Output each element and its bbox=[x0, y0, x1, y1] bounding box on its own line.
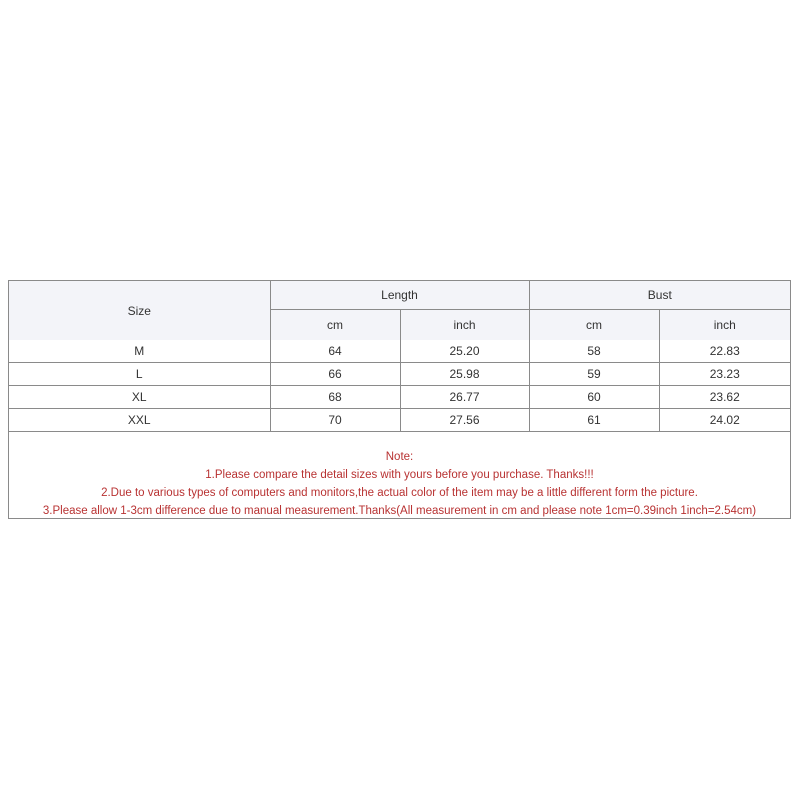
note-line-1: 1.Please compare the detail sizes with yours before you purchase. Thanks!!! bbox=[205, 469, 594, 481]
bust-cm-cell: 61 bbox=[529, 409, 659, 432]
bust-cm-cell: 59 bbox=[529, 363, 659, 386]
bust-header: Bust bbox=[529, 281, 790, 310]
table-row bbox=[9, 340, 790, 363]
bust-inch-cell: 22.83 bbox=[709, 344, 740, 358]
bust-inch-cell: 23.62 bbox=[659, 386, 790, 409]
length-cm-header: cm bbox=[270, 310, 400, 341]
size-cell: XL bbox=[9, 386, 270, 409]
length-cm-cell: 64 bbox=[270, 340, 400, 363]
bust-cm-header: cm bbox=[529, 310, 659, 341]
length-inch-cell: 26.77 bbox=[400, 386, 529, 409]
note-block bbox=[9, 448, 790, 520]
size-cell: L bbox=[9, 363, 270, 386]
length-inch-cell: 25.98 bbox=[400, 363, 529, 386]
bust-inch-cell: 24.02 bbox=[659, 409, 790, 432]
size-cell: XXL bbox=[9, 409, 270, 432]
length-inch-cell: 25.20 bbox=[400, 340, 529, 363]
bust-cm-cell: 58 bbox=[529, 340, 659, 363]
length-cm-cell: 68 bbox=[270, 386, 400, 409]
length-inch-header: inch bbox=[400, 310, 529, 341]
table-row bbox=[9, 386, 790, 409]
size-table bbox=[9, 281, 790, 432]
length-cm-cell: 70 bbox=[270, 409, 400, 432]
note-title: Note: bbox=[385, 451, 414, 463]
size-header: Size bbox=[9, 281, 270, 340]
size-cell: M bbox=[9, 340, 270, 363]
table-row bbox=[9, 409, 790, 432]
header-row-main bbox=[9, 281, 790, 310]
table-row bbox=[9, 363, 790, 386]
length-header: Length bbox=[270, 281, 529, 310]
bust-inch-cell: 23.23 bbox=[659, 363, 790, 386]
bust-inch-header: inch bbox=[659, 310, 790, 341]
length-inch-cell: 27.56 bbox=[400, 409, 529, 432]
note-line-2: 2.Due to various types of computers and monitors,the actual color of the item may be a little different form the picture. bbox=[101, 487, 698, 499]
note-line-3: 3.Please allow 1-3cm difference due to manual measurement.Thanks(All measurement in cm and please note 1cm=0.39inch 1inch=2.54cm) bbox=[42, 505, 757, 517]
bust-cm-cell: 60 bbox=[529, 386, 659, 409]
length-cm-cell: 66 bbox=[270, 363, 400, 386]
size-chart bbox=[8, 280, 791, 519]
